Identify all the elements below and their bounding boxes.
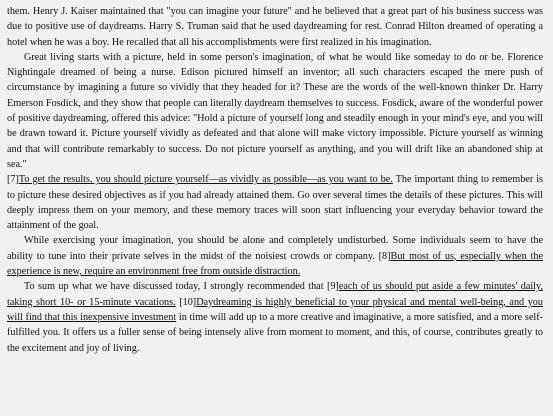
paragraph — [7, 4, 543, 50]
paragraph — [7, 172, 543, 233]
text-run: them. Henry J. Kaiser maintained that "you can imagine your future" and he believed that a great part of his business success was due to positive use of daydreams. Harry S. Truman said that he used daydreaming for rest. Conrad Hilton dreamed of operating a hotel when he was a boy. He recalled that all his accomplishments were first realized in his imagination. — [7, 6, 543, 48]
text-run: [7] — [7, 174, 19, 186]
paragraph — [7, 50, 543, 172]
paragraph — [7, 279, 543, 355]
underlined-sentence: each of us should put aside a few minutes' daily, taking short 10- or 15-minute vacations. — [7, 281, 543, 308]
text-run: To sum up what we have discussed today, I strongly recommended that [9] — [24, 281, 339, 293]
underlined-sentence: Daydreaming is highly beneficial to your physical and mental well-being, and you will find that this inexpensive investment — [7, 296, 543, 323]
body-text — [7, 4, 543, 356]
underlined-sentence: But most of us, especially when the experience is new, require an environment free from outside distraction. — [7, 250, 543, 278]
text-run: Great living starts with a picture, held in some person's imagination, of what he would like someday to do or be. Florence Nightingale dreamed of being a nurse. Edison pictured himself an inventor; all such characters escaped the mere push of circumstance by imagining a future so vividly that they headed for it? These are the words of the well-known thinker Dr. Harry Emerson Fosdick, and they show that people can literally daydream themselves to success. Fosdick, aware of the wonderful power of positive daydreaming, offered this advice: "Hold a picture of yourself long and steadily enough in your mind's eye, and you will be drawn toward it. Picture yourself vividly as defeated and that alone will make victory impossible. Picture yourself as winning and that will contribute remarkably to success. Do not picture yourself as anything, and you will drift like an abandoned ship at sea." — [7, 51, 543, 170]
underlined-sentence: To get the results, you should picture yourself—as vividly as possible—as you want to be. — [18, 174, 393, 186]
text-run: [10] — [175, 296, 197, 308]
text-run: The important thing to remember is to picture these desired objectives as if you had already attained them. Go over several times the details of these pictures. This will deeply impress them on your memory, and these memory traces will soon start influencing your everyday behavior toward the attainment of the goal. — [7, 174, 544, 232]
text-run: While exercising your imagination, you should be alone and completely undisturbed. Some individuals seem to have the ability to tune into their private selves in the midst of the noisiest crowds or company. [8] — [7, 235, 543, 262]
paragraph — [7, 233, 543, 279]
text-run: in time will add up to a more creative and imaginative, a more satisfied, and a more self-fulfilled you. It offers us a fuller sense of being intensely alive from moment to moment, and this, of course, contributes greatly to the excitement and joy of living. — [7, 311, 544, 354]
